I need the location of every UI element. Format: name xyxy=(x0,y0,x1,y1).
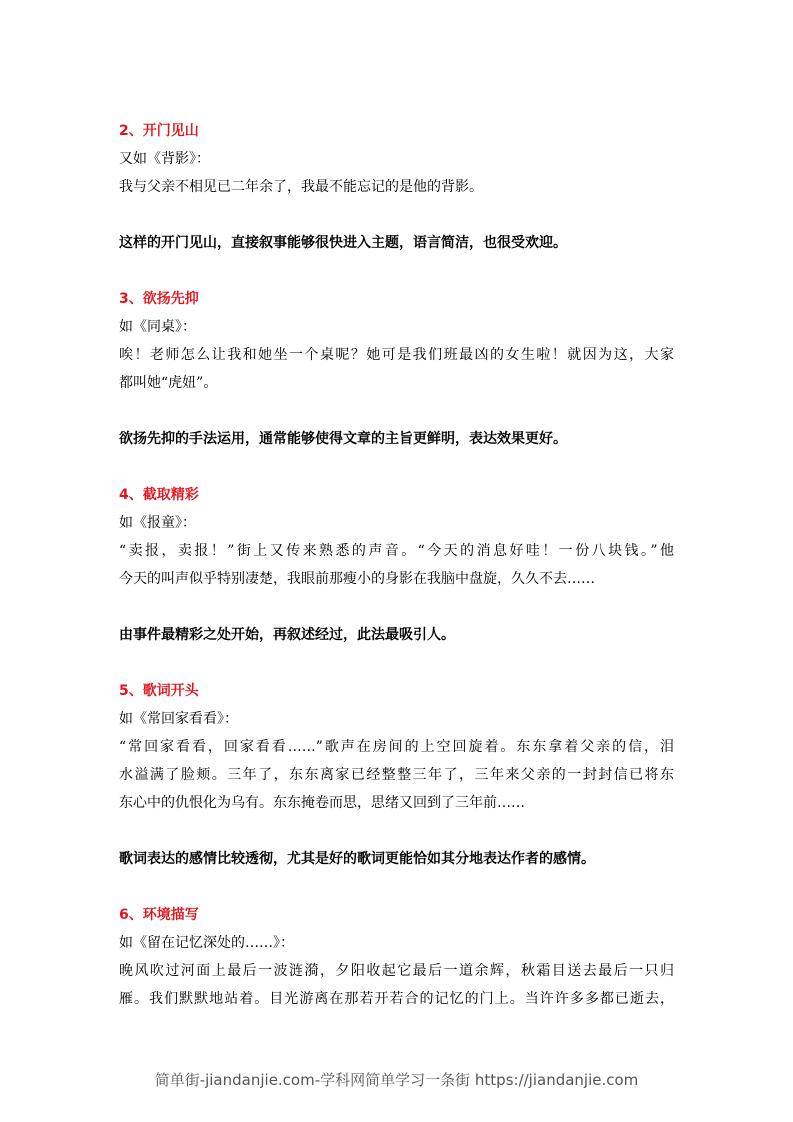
paragraph-line: 水溢满了脸颊。三年了，东东离家已经整整三年了，三年来父亲的一封封信已将东 xyxy=(119,767,674,783)
paragraph-line: 晚风吹过河面上最后一波涟漪，夕阳收起它最后一道余辉，秋霜目送去最后一只归 xyxy=(119,963,674,979)
summary-line: 欲扬先抑的手法运用，通常能够使得文章的主旨更鲜明，表达效果更好。 xyxy=(119,431,567,447)
paragraph-line: 今天的叫声似乎特别凄楚，我眼前那瘦小的身影在我脑中盘旋，久久不去…… xyxy=(119,571,595,587)
source-line: 如《报童》： xyxy=(119,515,196,531)
paragraph-line: 雁。我们默默地站着。目光游离在那若开若合的记忆的门上。当许许多多都已逝去， xyxy=(119,991,674,1007)
paragraph-line: 我与父亲不相见已二年余了，我最不能忘记的是他的背影。 xyxy=(119,179,483,195)
paragraph-line: 都叫她“虎妞”。 xyxy=(119,375,218,391)
summary-line: 歌词表达的感情比较透彻，尤其是好的歌词更能恰如其分地表达作者的感情。 xyxy=(119,851,595,867)
source-line: 如《常回家看看》： xyxy=(119,711,238,727)
source-line: 如《同桌》： xyxy=(119,319,196,335)
summary-line: 这样的开门见山，直接叙事能够很快进入主题，语言简洁，也很受欢迎。 xyxy=(119,235,567,251)
paragraph-line: “卖报，卖报！”街上又传来熟悉的声音。“今天的消息好哇！一份八块钱。”他 xyxy=(119,543,674,559)
section-heading: 6、环境描写 xyxy=(119,907,199,923)
paragraph-line: 东心中的仇恨化为乌有。东东掩卷而思，思绪又回到了三年前…… xyxy=(119,795,525,811)
section-heading: 2、开门见山 xyxy=(119,123,199,139)
paragraph-line: 唉！老师怎么让我和她坐一个桌呢？她可是我们班最凶的女生啦！就因为这，大家 xyxy=(119,347,674,363)
source-line: 如《留在记忆深处的……》： xyxy=(119,935,294,951)
summary-line: 由事件最精彩之处开始，再叙述经过，此法最吸引人。 xyxy=(119,627,455,643)
section-heading: 3、欲扬先抑 xyxy=(119,291,199,307)
paragraph-line: “常回家看看，回家看看……”歌声在房间的上空回旋着。东东拿着父亲的信，泪 xyxy=(119,739,674,755)
section-heading: 4、截取精彩 xyxy=(119,487,199,503)
section-heading: 5、歌词开头 xyxy=(119,683,199,699)
source-line: 又如《背影》： xyxy=(119,151,210,167)
site-footer: 简单街-jiandanjie.com-学科网简单学习一条街 https://jiandanjie.com xyxy=(154,1071,639,1089)
